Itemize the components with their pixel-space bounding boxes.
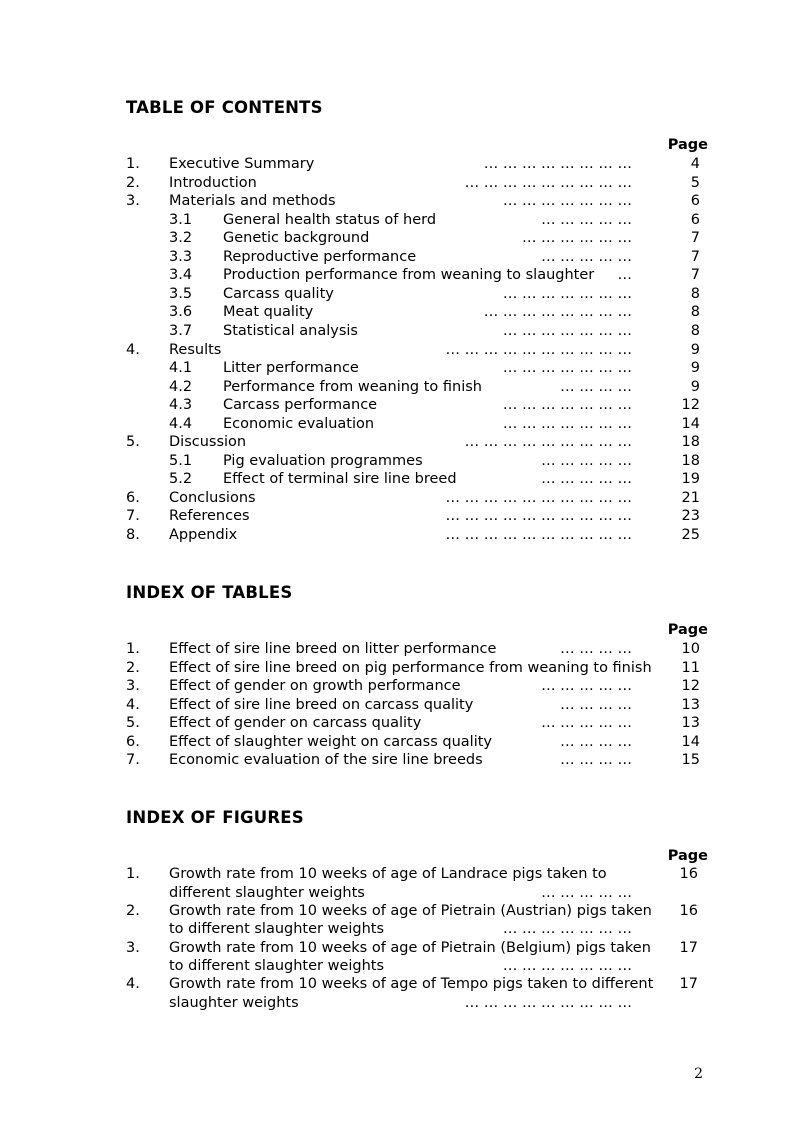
toc-entry-page: 8 (690, 285, 700, 302)
figure-entry-title-line1: Growth rate from 10 weeks of age of Landrace pigs taken to (169, 866, 607, 882)
toc-entry[interactable] (0, 396, 800, 415)
figure-entry-leader: … … … … … … … (502, 921, 632, 938)
table-entry-leader: … … … … (560, 696, 632, 713)
table-entry-number: 4. (126, 696, 140, 713)
toc-entry[interactable] (0, 211, 800, 230)
toc-entry-leader: … … … … … … … … (483, 156, 632, 172)
toc-entry[interactable] (0, 341, 800, 360)
toc-entry[interactable] (0, 359, 800, 378)
toc-subentry-number: 4.3 (169, 397, 193, 414)
toc-entry-page: 21 (681, 489, 700, 506)
toc-entry-leader: … … … … … … … (502, 415, 632, 432)
toc-entry-leader: … … … … … … … … … … (445, 489, 632, 506)
toc-entry-page: 6 (690, 193, 700, 210)
toc-entry[interactable] (0, 303, 800, 322)
page-number: 2 (694, 1066, 703, 1082)
figure-entry-title-line2: to different slaughter weights (169, 958, 385, 975)
tables-page-header: Page (667, 622, 708, 638)
toc-entry[interactable] (0, 322, 800, 341)
toc-entry-page: 12 (681, 397, 700, 414)
toc-entry-number: 1. (126, 156, 140, 172)
figure-entry-title-line1: Growth rate from 10 weeks of age of Pietrain (Austrian) pigs taken (169, 902, 652, 919)
toc-entry-title: Materials and methods (169, 193, 336, 210)
toc-entry[interactable] (0, 229, 800, 248)
figure-entry-leader: … … … … … (541, 884, 632, 901)
toc-entry-page: 7 (690, 248, 700, 265)
figure-entry-title-line2: to different slaughter weights (169, 921, 385, 938)
table-entry-leader: … … … … (560, 752, 632, 768)
table-entry-title: Effect of sire line breed on carcass quality (169, 696, 474, 713)
table-entry-number: 7. (126, 752, 140, 768)
table-entry[interactable] (0, 696, 800, 715)
toc-entry-title: Executive Summary (169, 156, 315, 172)
toc-entry-page: 25 (681, 527, 700, 543)
table-entry-page: 14 (681, 733, 700, 750)
table-entry-leader: … … … … (560, 641, 632, 657)
toc-entry-leader: … … … … … … … (502, 285, 632, 302)
toc-entry[interactable] (0, 507, 800, 526)
toc-subentry-title: Economic evaluation (223, 415, 375, 432)
toc-entry[interactable] (0, 526, 800, 545)
toc-entry-leader: … … … … … … … … (483, 304, 632, 321)
table-entry-leader: … … … … (560, 733, 632, 750)
toc-subentry-title: Performance from weaning to finish (223, 378, 482, 395)
toc-entry-leader: … … … … … … … … … … (445, 341, 632, 358)
table-entry-title: Effect of gender on growth performance (169, 678, 461, 694)
toc-entry-leader: … … … … … … … (502, 193, 632, 210)
toc-subentry-number: 3.3 (169, 248, 193, 265)
figure-entry-continuation (0, 994, 800, 1013)
table-entry-leader: … … … … … (541, 715, 632, 731)
toc-subentry-number: 4.2 (169, 378, 193, 395)
figure-entry-continuation (0, 920, 800, 939)
toc-entry-page: 9 (690, 360, 700, 377)
toc-entry-leader: … … … … … … … … … … (445, 508, 632, 525)
toc-entry-leader: … … … … … … (521, 230, 632, 247)
table-entry-number: 3. (126, 678, 140, 694)
table-entry-title: Effect of slaughter weight on carcass quality (169, 733, 493, 750)
toc-entry-leader: … … … … … (541, 211, 632, 228)
table-entry[interactable] (0, 677, 800, 696)
toc-subentry-title: Effect of terminal sire line breed (223, 471, 457, 488)
table-entry-title: Effect of gender on carcass quality (169, 715, 422, 731)
table-entry-page: 11 (681, 659, 700, 676)
table-entry[interactable] (0, 640, 800, 659)
figure-entry-number: 1. (126, 866, 140, 882)
toc-subentry-title: Production performance from weaning to slaughter (223, 267, 595, 284)
toc-entry[interactable] (0, 433, 800, 452)
toc-page-header: Page (667, 137, 708, 153)
toc-entry-page: 8 (690, 304, 700, 321)
toc-entry-page: 18 (681, 434, 700, 451)
figure-entry-page: 16 (679, 902, 698, 919)
figure-entry-leader: … … … … … … … … … (464, 994, 632, 1011)
toc-entry-title: Appendix (169, 527, 238, 543)
toc-entry[interactable] (0, 415, 800, 434)
toc-entry-number: 2. (126, 174, 140, 191)
toc-entry-leader: … … … … … … … … … … (445, 527, 632, 543)
toc-entry-page: 9 (690, 378, 700, 395)
toc-entry[interactable] (0, 285, 800, 304)
toc-entry-page: 19 (681, 471, 700, 488)
table-entry-leader: … … … … … (541, 678, 632, 694)
table-entry-number: 6. (126, 733, 140, 750)
toc-entry-page: 7 (690, 230, 700, 247)
toc-entry-title: Conclusions (169, 489, 256, 506)
toc-subentry-title: Statistical analysis (223, 322, 358, 339)
figure-entry-leader: … … … … … … … (502, 958, 632, 975)
toc-entry[interactable] (0, 174, 800, 193)
toc-entry[interactable] (0, 452, 800, 471)
toc-entry-leader: … … … … … … … (502, 360, 632, 377)
toc-subentry-number: 5.2 (169, 471, 193, 488)
toc-subentry-title: Pig evaluation programmes (223, 452, 423, 469)
toc-entry-leader: … … … … (560, 378, 632, 395)
figure-entry-page: 17 (679, 976, 698, 993)
toc-subentry-title: Genetic background (223, 230, 370, 247)
figure-entry-continuation (0, 884, 800, 903)
toc-heading: TABLE OF CONTENTS (126, 98, 323, 117)
toc-entry[interactable] (0, 489, 800, 508)
figure-entry-title-line1: Growth rate from 10 weeks of age of Pietrain (Belgium) pigs taken (169, 939, 651, 956)
table-entry-title: Effect of sire line breed on pig performance from weaning to finish (169, 659, 652, 676)
figure-entry-page: 17 (679, 939, 698, 956)
toc-subentry-number: 3.6 (169, 304, 193, 321)
figure-entry-continuation (0, 957, 800, 976)
toc-subentry-number: 3.7 (169, 322, 193, 339)
toc-entry-page: 14 (681, 415, 700, 432)
toc-entry-leader: … … … … … … … (502, 322, 632, 339)
toc-subentry-number: 3.1 (169, 211, 193, 228)
toc-entry-page: 6 (690, 211, 700, 228)
toc-subentry-number: 3.4 (169, 267, 193, 284)
table-entry-title: Effect of sire line breed on litter performance (169, 641, 497, 657)
toc-entry-page: 5 (690, 174, 700, 191)
toc-entry[interactable] (0, 248, 800, 267)
figure-entry[interactable] (0, 865, 800, 884)
figures-page-header: Page (667, 848, 708, 864)
toc-subentry-title: General health status of herd (223, 211, 437, 228)
figure-entry-title-line1: Growth rate from 10 weeks of age of Tempo pigs taken to different (169, 976, 654, 993)
figure-entry-number: 2. (126, 902, 140, 919)
toc-entry-leader: … … … … … … … … … (464, 174, 632, 191)
toc-subentry-title: Reproductive performance (223, 248, 417, 265)
toc-entry-page: 4 (690, 156, 700, 172)
table-entry-page: 12 (681, 678, 700, 694)
figure-entry-title-line2: slaughter weights (169, 994, 299, 1011)
table-entry[interactable] (0, 714, 800, 733)
table-entry[interactable] (0, 733, 800, 752)
table-entry[interactable] (0, 751, 800, 770)
toc-entry-number: 5. (126, 434, 140, 451)
toc-entry-page: 23 (681, 508, 700, 525)
figure-entry-page: 16 (679, 866, 698, 882)
table-entry-number: 2. (126, 659, 140, 676)
toc-entry-leader: … … … … … … … (502, 397, 632, 414)
figure-entry-title-line2: different slaughter weights (169, 884, 365, 901)
toc-subentry-number: 4.4 (169, 415, 193, 432)
toc-entry-page: 9 (690, 341, 700, 358)
toc-subentry-number: 5.1 (169, 452, 193, 469)
toc-entry-number: 6. (126, 489, 140, 506)
toc-entry-title: Discussion (169, 434, 247, 451)
table-entry-page: 13 (681, 696, 700, 713)
table-entry-number: 5. (126, 715, 140, 731)
toc-entry-number: 7. (126, 508, 140, 525)
toc-subentry-number: 3.5 (169, 285, 193, 302)
toc-subentry-title: Meat quality (223, 304, 314, 321)
table-entry-page: 10 (681, 641, 700, 657)
toc-entry[interactable] (0, 192, 800, 211)
figure-entry-number: 3. (126, 939, 140, 956)
table-entry-number: 1. (126, 641, 140, 657)
toc-subentry-title: Carcass performance (223, 397, 378, 414)
tables-heading: INDEX OF TABLES (126, 583, 293, 602)
toc-entry-leader: … … … … … (541, 248, 632, 265)
toc-entry-title: Results (169, 341, 222, 358)
toc-entry-leader: … … … … … … … … … (464, 434, 632, 451)
toc-subentry-number: 4.1 (169, 360, 193, 377)
toc-entry-title: Introduction (169, 174, 257, 191)
figure-entry-number: 4. (126, 976, 140, 993)
toc-entry-page: 8 (690, 322, 700, 339)
table-entry-title: Economic evaluation of the sire line breeds (169, 752, 483, 768)
toc-entry[interactable] (0, 266, 800, 285)
toc-entry-page: 7 (690, 267, 700, 284)
toc-entry[interactable] (0, 470, 800, 489)
toc-subentry-title: Litter performance (223, 360, 359, 377)
toc-entry-number: 8. (126, 527, 140, 543)
toc-entry-number: 4. (126, 341, 140, 358)
toc-entry-leader: … … … … … (541, 471, 632, 488)
toc-entry[interactable] (0, 378, 800, 397)
toc-entry-leader: … … … … … (541, 452, 632, 469)
toc-entry-number: 3. (126, 193, 140, 210)
table-entry-page: 15 (681, 752, 700, 768)
toc-entry-title: References (169, 508, 250, 525)
figure-entry[interactable] (0, 902, 800, 921)
toc-entry[interactable] (0, 155, 800, 174)
toc-entry-page: 18 (681, 452, 700, 469)
toc-subentry-title: Carcass quality (223, 285, 334, 302)
table-entry[interactable] (0, 659, 800, 678)
toc-subentry-number: 3.2 (169, 230, 193, 247)
figure-entry[interactable] (0, 975, 800, 994)
table-entry-page: 13 (681, 715, 700, 731)
figure-entry[interactable] (0, 939, 800, 958)
figures-heading: INDEX OF FIGURES (126, 808, 304, 827)
toc-entry-leader: … (617, 267, 632, 284)
